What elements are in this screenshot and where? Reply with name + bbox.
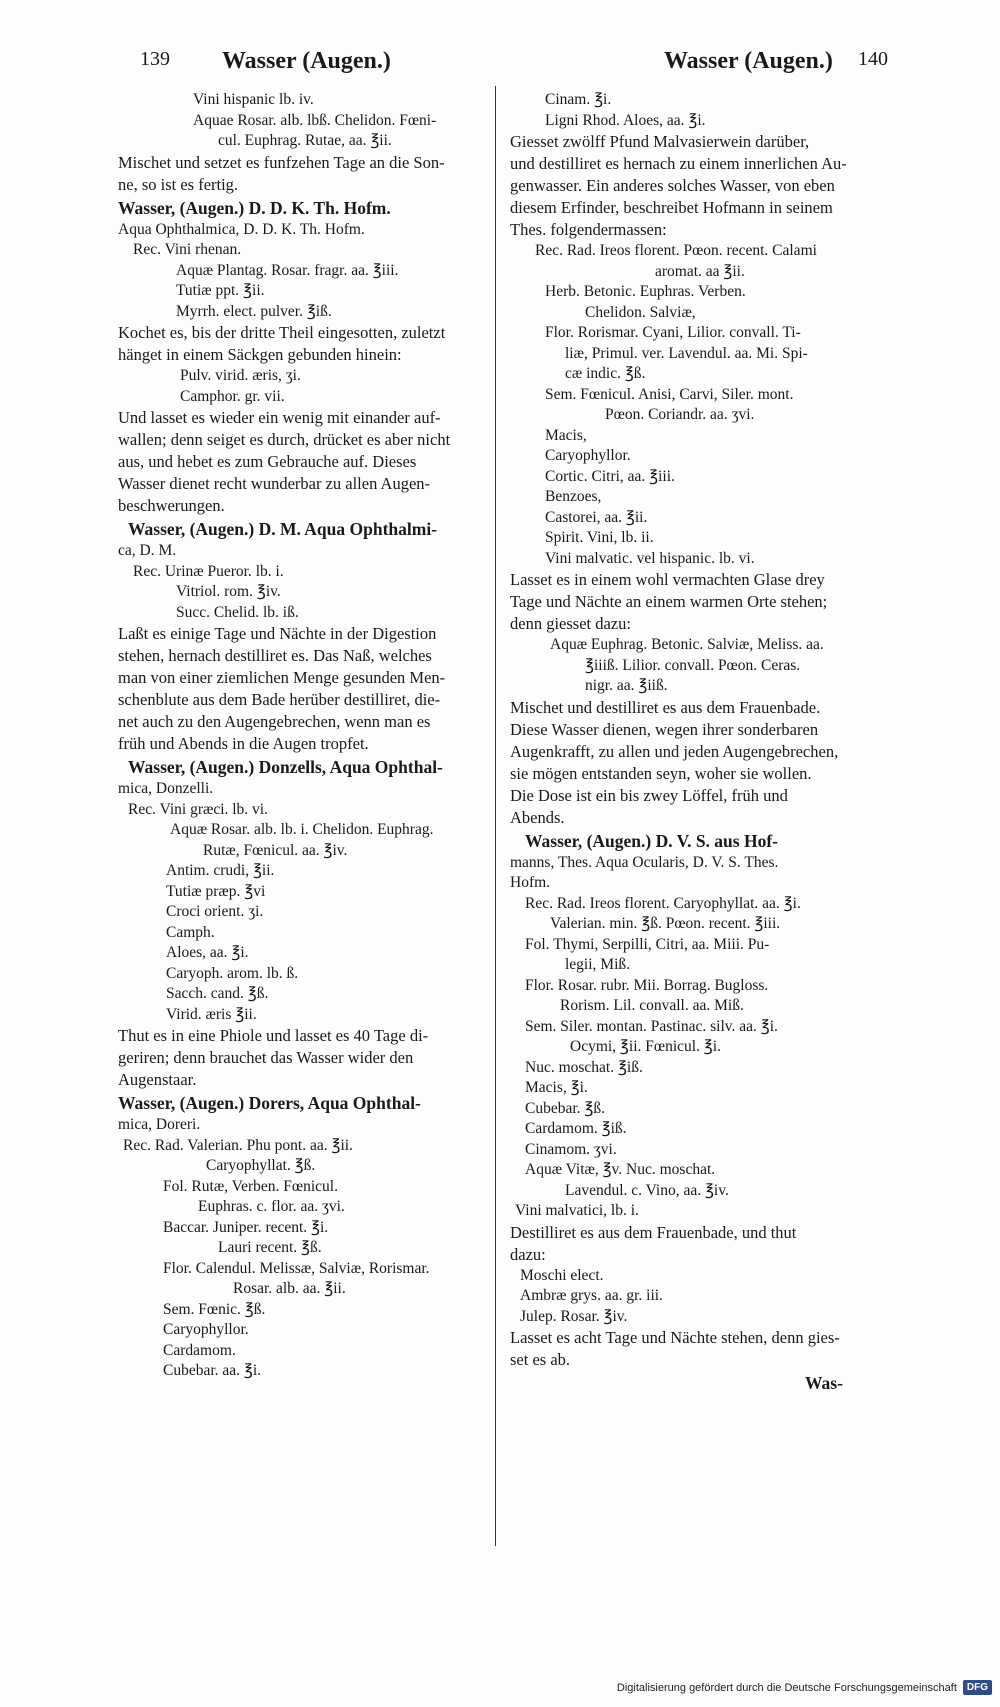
- recipe-line: mica, Doreri.: [118, 1116, 201, 1133]
- prose-line: Die Dose ist ein bis zwey Löffel, früh und: [510, 785, 788, 805]
- right-column: [510, 90, 890, 1395]
- recipe-line: Rec. Urinæ Pueror. lb. i.: [133, 562, 284, 580]
- recipe-line: Vini hispanic lb. iv.: [193, 91, 314, 108]
- recipe-line: Rosar. alb. aa. ℥ii.: [233, 1280, 346, 1297]
- prose-line: sie mögen entstanden seyn, woher sie wollen.: [510, 763, 812, 783]
- recipe-line: Myrrh. elect. pulver. ℥iß.: [176, 302, 332, 320]
- prose-line: wallen; denn seiget es durch, drücket es aber nicht: [118, 430, 451, 449]
- recipe-line: Rec. Vini græci. lb. vi.: [128, 800, 268, 818]
- digitization-footer: [617, 1680, 992, 1695]
- recipe-line: Rorism. Lil. convall. aa. Miß.: [560, 997, 744, 1014]
- prose-line: früh und Abends in die Augen tropfet.: [118, 734, 369, 753]
- recipe-line: Caryophyllat. ℥ß.: [206, 1157, 316, 1174]
- recipe-line: Lavendul. c. Vino, aa. ℥iv.: [565, 1181, 729, 1199]
- recipe-line: Ambræ grys. aa. gr. iii.: [520, 1287, 663, 1304]
- recipe-line: Macis, ℥i.: [525, 1079, 588, 1096]
- recipe-line: ca, D. M.: [118, 542, 177, 559]
- recipe-line: Herb. Betonic. Euphras. Verben.: [545, 283, 746, 300]
- recipe-line: Cardamom. ℥iß.: [525, 1120, 627, 1137]
- prose-line: Thes. folgendermassen:: [510, 220, 667, 239]
- recipe-line: Antim. crudi, ℥ii.: [166, 862, 275, 879]
- column-divider: [495, 86, 496, 1546]
- prose-line: beschwerungen.: [118, 496, 225, 515]
- prose-line: diesem Erfinder, beschreibet Hofmann in seinem: [510, 198, 833, 217]
- recipe-line: Sacch. cand. ℥ß.: [166, 985, 269, 1002]
- recipe-line: Julep. Rosar. ℥iv.: [520, 1307, 628, 1325]
- prose-line: Lasset es in einem wohl vermachten Glase drey: [510, 570, 825, 589]
- recipe-line: Chelidon. Salviæ,: [585, 303, 696, 321]
- recipe-line: Cinam. ℥i.: [545, 91, 612, 108]
- recipe-line: Fol. Rutæ, Verben. Fœnicul.: [163, 1177, 338, 1195]
- prose-line: Und lasset es wieder ein wenig mit einander auf-: [118, 408, 441, 427]
- recipe-line: Camphor. gr. vii.: [180, 387, 285, 405]
- prose-line: set es ab.: [510, 1350, 571, 1369]
- recipe-line: Aquæ Plantag. Rosar. fragr. aa. ℥iii.: [176, 261, 399, 279]
- prose-line: Augenstaar.: [118, 1070, 197, 1089]
- recipe-line: Rec. Rad. Ireos florent. Pœon. recent. Calami: [535, 242, 817, 259]
- recipe-line: Rec. Vini rhenan.: [133, 241, 242, 258]
- recipe-line: Cortic. Citri, aa. ℥iii.: [545, 467, 675, 485]
- recipe-line: Rutæ, Fœnicul. aa. ℥iv.: [203, 841, 348, 859]
- prose-line: Augenkrafft, zu allen und jeden Augengebrechen,: [510, 741, 839, 761]
- prose-line: man von einer ziemlichen Menge gesunden Men-: [118, 668, 446, 687]
- prose-line: genwasser. Ein anderes solches Wasser, von eben: [510, 176, 835, 195]
- recipe-line: Tutiæ ppt. ℥ii.: [176, 282, 265, 299]
- recipe-line: Vitriol. rom. ℥iv.: [176, 583, 281, 600]
- recipe-line: Cardamom.: [163, 1341, 236, 1359]
- prose-line: Laßt es einige Tage und Nächte in der Digestion: [118, 624, 437, 643]
- recipe-line: Aquæ Rosar. alb. lb. i. Chelidon. Euphrag.: [170, 821, 434, 838]
- prose-line: und destilliret es hernach zu einem innerlichen Au-: [510, 154, 847, 173]
- recipe-line: Ocymi, ℥ii. Fœnicul. ℥i.: [570, 1038, 721, 1055]
- recipe-heading: Wasser, (Augen.) D. V. S. aus Hof-: [525, 830, 778, 851]
- recipe-line: Macis,: [545, 426, 587, 444]
- recipe-line: Flor. Calendul. Melissæ, Salviæ, Rorismar.: [163, 1259, 430, 1277]
- prose-line: Destilliret es aus dem Frauenbade, und thut: [510, 1222, 797, 1242]
- prose-line: Mischet und destilliret es aus dem Frauenbade.: [510, 697, 821, 717]
- recipe-line: Rec. Rad. Ireos florent. Caryophyllat. aa. ℥i.: [525, 894, 801, 912]
- prose-line: Lasset es acht Tage und Nächte stehen, denn gies-: [510, 1328, 840, 1347]
- prose-line: Wasser dienet recht wunderbar zu allen Augen-: [118, 474, 431, 493]
- prose-line: Thut es in eine Phiole und lasset es 40 Tage di-: [118, 1026, 429, 1045]
- prose-line: Diese Wasser dienen, wegen ihrer sonderbaren: [510, 719, 819, 739]
- recipe-line: Hofm.: [510, 874, 551, 891]
- recipe-line: Euphras. c. flor. aa. ʒvi.: [198, 1198, 345, 1215]
- recipe-line: Caryophyllor.: [163, 1321, 249, 1338]
- recipe-line: cul. Euphrag. Rutae, aa. ℥ii.: [218, 132, 392, 149]
- footer-text: Digitalisierung gefördert durch die Deutsche Forschungsgemeinschaft: [616, 1681, 957, 1694]
- recipe-line: Aquæ Vitæ, ℥v. Nuc. moschat.: [525, 1161, 716, 1178]
- recipe-line: Sem. Fœnicul. Anisi, Carvi, Siler. mont.: [545, 385, 794, 403]
- recipe-line: cæ indic. ℥ß.: [565, 365, 646, 382]
- recipe-line: Aquae Rosar. alb. lbß. Chelidon. Fœni-: [193, 111, 437, 129]
- recipe-line: Cubebar. ℥ß.: [525, 1099, 605, 1117]
- recipe-line: Baccar. Juniper. recent. ℥i.: [163, 1218, 329, 1236]
- recipe-line: Cubebar. aa. ℥i.: [163, 1362, 262, 1379]
- prose-line: dazu:: [510, 1244, 546, 1264]
- recipe-line: Virid. æris ℥ii.: [166, 1005, 257, 1023]
- recipe-line: Sem. Fœnic. ℥ß.: [163, 1300, 266, 1318]
- recipe-line: Pœon. Coriandr. aa. ʒvi.: [605, 406, 755, 423]
- prose-line: net auch zu den Augengebrechen, wenn man es: [118, 712, 431, 731]
- recipe-line: aromat. aa ℥ii.: [655, 262, 745, 280]
- recipe-heading: Was-: [805, 1373, 843, 1393]
- recipe-line: manns, Thes. Aqua Ocularis, D. V. S. Thes.: [510, 853, 779, 871]
- prose-line: Kochet es, bis der dritte Theil eingesotten, zuletzt: [118, 323, 446, 342]
- page-number-left: 139: [140, 48, 170, 70]
- prose-line: Abends.: [510, 807, 565, 827]
- recipe-line: Spirit. Vini, lb. ii.: [545, 529, 654, 546]
- recipe-line: Vini malvatici, lb. i.: [515, 1202, 639, 1219]
- prose-line: ne, so ist es fertig.: [118, 174, 239, 194]
- recipe-heading: Wasser, (Augen.) Dorers, Aqua Ophthal-: [118, 1093, 421, 1113]
- recipe-line: Rec. Rad. Valerian. Phu pont. aa. ℥ii.: [123, 1136, 353, 1154]
- recipe-line: ℥iiiß. Lilior. convall. Pœon. Ceras.: [585, 656, 801, 674]
- prose-line: geriren; denn brauchet das Wasser wider den: [118, 1048, 414, 1067]
- recipe-line: Lauri recent. ℥ß.: [218, 1239, 322, 1256]
- prose-line: denn giesset dazu:: [510, 614, 631, 633]
- recipe-line: Valerian. min. ℥ß. Pœon. recent. ℥iii.: [550, 915, 781, 932]
- recipe-line: Aloes, aa. ℥i.: [166, 944, 249, 961]
- prose-line: aus, und hebet es zum Gebrauche auf. Dieses: [118, 452, 417, 471]
- left-column: [118, 90, 488, 1382]
- recipe-line: Vini malvatic. vel hispanic. lb. vi.: [545, 549, 755, 567]
- recipe-line: Caryophyllor.: [545, 447, 631, 464]
- recipe-line: mica, Donzelli.: [118, 780, 214, 797]
- prose-line: stehen, hernach destilliret es. Das Naß, welches: [118, 646, 432, 665]
- recipe-heading: Wasser, (Augen.) D. D. K. Th. Hofm.: [118, 197, 391, 218]
- dfg-logo: DFG: [963, 1680, 992, 1695]
- recipe-line: Tutiæ præp. ℥vi: [166, 882, 266, 900]
- page-header: [140, 48, 900, 82]
- recipe-line: Aquæ Euphrag. Betonic. Salviæ, Meliss. aa.: [550, 636, 824, 653]
- prose-line: Tage und Nächte an einem warmen Orte stehen;: [510, 592, 828, 611]
- recipe-line: Camph.: [166, 923, 215, 941]
- running-title-right: Wasser (Augen.): [664, 48, 833, 74]
- recipe-line: Castorei, aa. ℥ii.: [545, 508, 648, 526]
- recipe-line: Benzoes,: [545, 488, 602, 505]
- recipe-line: Fol. Thymi, Serpilli, Citri, aa. Miii. Pu-: [525, 935, 770, 953]
- prose-line: schenblute aus dem Bade herüber destilliret, die-: [118, 690, 441, 709]
- recipe-line: Cinamom. ʒvi.: [525, 1140, 617, 1158]
- prose-line: Mischet und setzet es funfzehen Tage an die Son-: [118, 152, 445, 172]
- recipe-line: Moschi elect.: [520, 1266, 604, 1284]
- recipe-line: Ligni Rhod. Aloes, aa. ℥i.: [545, 111, 706, 129]
- recipe-heading: Wasser, (Augen.) Donzells, Aqua Ophthal-: [128, 757, 443, 777]
- recipe-line: Flor. Rosar. rubr. Mii. Borrag. Bugloss.: [525, 976, 769, 994]
- recipe-heading: Wasser, (Augen.) D. M. Aqua Ophthalmi-: [128, 519, 438, 539]
- recipe-line: Pulv. virid. æris, ʒi.: [180, 367, 301, 384]
- prose-line: Giesset zwölff Pfund Malvasierwein darüber,: [510, 132, 810, 151]
- recipe-line: legii, Miß.: [565, 956, 631, 973]
- recipe-line: Flor. Rorismar. Cyani, Lilior. convall. Ti-: [545, 324, 801, 341]
- recipe-line: Nuc. moschat. ℥iß.: [525, 1058, 643, 1076]
- page-number-right: 140: [858, 48, 888, 70]
- recipe-line: liæ, Primul. ver. Lavendul. aa. Mi. Spi-: [565, 344, 808, 362]
- recipe-line: Succ. Chelid. lb. iß.: [176, 603, 299, 621]
- recipe-line: Caryoph. arom. lb. ß.: [166, 964, 299, 982]
- running-title-left: Wasser (Augen.): [222, 48, 391, 74]
- prose-line: hänget in einem Säckgen gebunden hinein:: [118, 345, 402, 364]
- recipe-line: nigr. aa. ℥iiß.: [585, 677, 668, 694]
- recipe-line: Croci orient. ʒi.: [166, 903, 264, 920]
- recipe-line: Aqua Ophthalmica, D. D. K. Th. Hofm.: [118, 220, 365, 238]
- recipe-line: Sem. Siler. montan. Pastinac. silv. aa. ℥i.: [525, 1017, 778, 1035]
